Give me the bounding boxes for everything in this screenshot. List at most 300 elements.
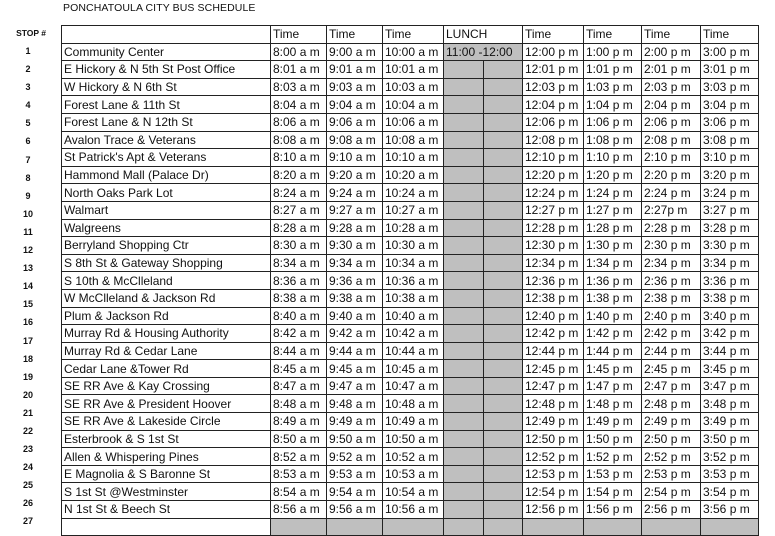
time-cell: 1:44 p m (584, 342, 642, 360)
time-cell: 9:42 a m (327, 325, 383, 343)
time-cell: 3:48 p m (701, 395, 759, 413)
header-time: Time (383, 26, 444, 44)
lunch-blank-cell (484, 166, 523, 184)
time-cell: 3:01 p m (701, 61, 759, 79)
time-cell: 12:52 p m (523, 448, 584, 466)
time-cell: 2:54 p m (642, 483, 701, 501)
lunch-blank-cell (444, 131, 484, 149)
stop-number: 17 (22, 335, 33, 346)
time-cell: 3:49 p m (701, 413, 759, 431)
lunch-blank-cell (444, 166, 484, 184)
time-cell: 3:36 p m (701, 272, 759, 290)
time-cell: 1:00 p m (584, 43, 642, 61)
time-cell: 12:04 p m (523, 96, 584, 114)
time-cell: 12:08 p m (523, 131, 584, 149)
time-cell: 2:36 p m (642, 272, 701, 290)
time-cell: 10:40 a m (383, 307, 444, 325)
lunch-blank-cell (484, 448, 523, 466)
stop-name: Avalon Trace & Veterans (62, 131, 271, 149)
time-cell: 9:53 a m (327, 465, 383, 483)
stop-number: 5 (25, 118, 31, 129)
time-cell: 1:53 p m (584, 465, 642, 483)
stop-number: 7 (25, 154, 31, 165)
lunch-blank-cell (484, 219, 523, 237)
table-row (62, 113, 759, 131)
lunch-blank-cell (444, 501, 484, 519)
lunch-blank-cell (484, 61, 523, 79)
table-row (62, 254, 759, 272)
time-cell: 2:53 p m (642, 465, 701, 483)
time-cell: 1:38 p m (584, 289, 642, 307)
time-cell: 3:44 p m (701, 342, 759, 360)
stop-name: Berryland Shopping Ctr (62, 237, 271, 255)
stop-number-column (0, 25, 56, 531)
lunch-blank-cell (444, 96, 484, 114)
time-cell: 3:52 p m (701, 448, 759, 466)
time-cell: 10:48 a m (383, 395, 444, 413)
time-cell: 10:20 a m (383, 166, 444, 184)
lunch-blank-cell (484, 483, 523, 501)
time-cell: 1:08 p m (584, 131, 642, 149)
stop-name: S 8th St & Gateway Shopping (62, 254, 271, 272)
header-time: Time (584, 26, 642, 44)
empty-gray-cell (642, 518, 701, 536)
table-row (62, 501, 759, 519)
time-cell: 10:03 a m (383, 78, 444, 96)
time-cell: 8:56 a m (271, 501, 327, 519)
time-cell: 10:30 a m (383, 237, 444, 255)
empty-gray-cell (701, 518, 759, 536)
time-cell: 8:53 a m (271, 465, 327, 483)
table-row (62, 272, 759, 290)
empty-gray-cell (383, 518, 444, 536)
time-cell: 1:30 p m (584, 237, 642, 255)
time-cell: 12:06 p m (523, 113, 584, 131)
time-cell: 12:38 p m (523, 289, 584, 307)
time-cell: 2:50 p m (642, 430, 701, 448)
stop-name: Cedar Lane &Tower Rd (62, 360, 271, 378)
time-cell: 3:42 p m (701, 325, 759, 343)
empty-gray-cell (271, 518, 327, 536)
time-cell: 12:30 p m (523, 237, 584, 255)
time-cell: 10:10 a m (383, 149, 444, 167)
lunch-blank-cell (444, 430, 484, 448)
time-cell: 9:45 a m (327, 360, 383, 378)
lunch-blank-cell (444, 342, 484, 360)
time-cell: 2:20 p m (642, 166, 701, 184)
lunch-blank-cell (444, 272, 484, 290)
stop-number: 23 (22, 444, 33, 455)
lunch-blank-cell (484, 377, 523, 395)
time-cell: 12:00 p m (523, 43, 584, 61)
schedule-body (62, 43, 759, 536)
time-cell: 12:27 p m (523, 201, 584, 219)
time-cell: 8:08 a m (271, 131, 327, 149)
stop-number: 10 (22, 208, 33, 219)
stop-name: SE RR Ave & Kay Crossing (62, 377, 271, 395)
time-cell: 8:01 a m (271, 61, 327, 79)
time-cell: 2:48 p m (642, 395, 701, 413)
time-cell: 10:24 a m (383, 184, 444, 202)
empty-row (62, 518, 759, 536)
time-cell: 9:20 a m (327, 166, 383, 184)
time-cell: 8:04 a m (271, 96, 327, 114)
time-cell: 12:42 p m (523, 325, 584, 343)
lunch-time: 11:00 -12:00 (444, 43, 523, 61)
stop-name: W Hickory & N 6th St (62, 78, 271, 96)
stop-name: E Hickory & N 5th St Post Office (62, 61, 271, 79)
time-cell: 2:42 p m (642, 325, 701, 343)
time-cell: 2:49 p m (642, 413, 701, 431)
stop-name: Walmart (62, 201, 271, 219)
stop-name: St Patrick's Apt & Veterans (62, 149, 271, 167)
stop-name: Allen & Whispering Pines (62, 448, 271, 466)
time-cell: 8:45 a m (271, 360, 327, 378)
table-row (62, 483, 759, 501)
stop-number: 1 (25, 46, 31, 56)
time-cell: 9:54 a m (327, 483, 383, 501)
time-cell: 1:28 p m (584, 219, 642, 237)
lunch-blank-cell (444, 465, 484, 483)
lunch-blank-cell (484, 342, 523, 360)
time-cell: 1:20 p m (584, 166, 642, 184)
lunch-blank-cell (484, 360, 523, 378)
stop-number: 16 (22, 317, 33, 328)
time-cell: 3:10 p m (701, 149, 759, 167)
lunch-blank-cell (484, 96, 523, 114)
time-cell: 12:45 p m (523, 360, 584, 378)
stop-number: 15 (22, 299, 33, 310)
lunch-blank-cell (484, 325, 523, 343)
time-cell: 1:40 p m (584, 307, 642, 325)
time-cell: 9:48 a m (327, 395, 383, 413)
stop-number: 3 (25, 82, 31, 93)
time-cell: 3:54 p m (701, 483, 759, 501)
time-cell: 10:34 a m (383, 254, 444, 272)
lunch-blank-cell (444, 149, 484, 167)
empty-gray-cell (484, 518, 523, 536)
lunch-blank-cell (444, 254, 484, 272)
time-cell: 9:36 a m (327, 272, 383, 290)
time-cell: 3:03 p m (701, 78, 759, 96)
table-row (62, 430, 759, 448)
time-cell: 2:04 p m (642, 96, 701, 114)
stop-number: 11 (23, 226, 33, 237)
empty-gray-cell (523, 518, 584, 536)
time-cell: 9:01 a m (327, 61, 383, 79)
header-time: Time (642, 26, 701, 44)
time-cell: 9:00 a m (327, 43, 383, 61)
time-cell: 10:38 a m (383, 289, 444, 307)
stop-number: 14 (22, 281, 33, 292)
empty-gray-cell (584, 518, 642, 536)
table-row (62, 465, 759, 483)
lunch-blank-cell (444, 325, 484, 343)
lunch-blank-cell (444, 78, 484, 96)
time-cell: 12:34 p m (523, 254, 584, 272)
time-cell: 9:04 a m (327, 96, 383, 114)
lunch-blank-cell (484, 201, 523, 219)
stop-name: Hammond Mall (Palace Dr) (62, 166, 271, 184)
time-cell: 12:48 p m (523, 395, 584, 413)
stop-number: 19 (22, 371, 33, 382)
header-lunch: LUNCH (444, 26, 523, 44)
time-cell: 2:24 p m (642, 184, 701, 202)
time-cell: 3:30 p m (701, 237, 759, 255)
lunch-blank-cell (444, 307, 484, 325)
time-cell: 2:00 p m (642, 43, 701, 61)
stop-name: N 1st St & Beech St (62, 501, 271, 519)
time-cell: 1:45 p m (584, 360, 642, 378)
time-cell: 8:34 a m (271, 254, 327, 272)
stop-number: 12 (22, 245, 33, 256)
stop-name: E Magnolia & S Baronne St (62, 465, 271, 483)
header-time: Time (271, 26, 327, 44)
header-time: Time (327, 26, 383, 44)
stop-number: 2 (25, 64, 31, 75)
lunch-blank-cell (444, 413, 484, 431)
time-cell: 12:10 p m (523, 149, 584, 167)
stop-name: SE RR Ave & President Hoover (62, 395, 271, 413)
header-row (62, 26, 759, 44)
time-cell: 3:27 p m (701, 201, 759, 219)
time-cell: 9:08 a m (327, 131, 383, 149)
time-cell: 3:28 p m (701, 219, 759, 237)
lunch-blank-cell (444, 377, 484, 395)
table-row (62, 131, 759, 149)
lunch-blank-cell (444, 448, 484, 466)
time-cell: 3:24 p m (701, 184, 759, 202)
time-cell: 9:47 a m (327, 377, 383, 395)
table-row (62, 342, 759, 360)
time-cell: 12:50 p m (523, 430, 584, 448)
time-cell: 3:40 p m (701, 307, 759, 325)
lunch-blank-cell (484, 254, 523, 272)
time-cell: 2:56 p m (642, 501, 701, 519)
table-row (62, 289, 759, 307)
time-cell: 10:49 a m (383, 413, 444, 431)
time-cell: 8:50 a m (271, 430, 327, 448)
table-row (62, 61, 759, 79)
stop-name: North Oaks Park Lot (62, 184, 271, 202)
lunch-blank-cell (444, 360, 484, 378)
stop-name: Murray Rd & Housing Authority (62, 325, 271, 343)
time-cell: 9:10 a m (327, 149, 383, 167)
lunch-blank-cell (444, 483, 484, 501)
time-cell: 8:54 a m (271, 483, 327, 501)
time-cell: 12:54 p m (523, 483, 584, 501)
time-cell: 1:06 p m (584, 113, 642, 131)
lunch-blank-cell (444, 237, 484, 255)
time-cell: 12:24 p m (523, 184, 584, 202)
stop-name: Community Center (62, 43, 271, 61)
time-cell: 8:48 a m (271, 395, 327, 413)
time-cell: 10:44 a m (383, 342, 444, 360)
time-cell: 9:38 a m (327, 289, 383, 307)
time-cell: 8:10 a m (271, 149, 327, 167)
time-cell: 1:34 p m (584, 254, 642, 272)
header-stop-name (62, 26, 271, 44)
time-cell: 10:06 a m (383, 113, 444, 131)
lunch-blank-cell (484, 113, 523, 131)
time-cell: 8:44 a m (271, 342, 327, 360)
time-cell: 10:52 a m (383, 448, 444, 466)
time-cell: 2:01 p m (642, 61, 701, 79)
table-row (62, 395, 759, 413)
time-cell: 3:47 p m (701, 377, 759, 395)
stop-number: 22 (22, 425, 33, 436)
time-cell: 10:04 a m (383, 96, 444, 114)
time-cell: 3:50 p m (701, 430, 759, 448)
time-cell: 2:47 p m (642, 377, 701, 395)
time-cell: 12:40 p m (523, 307, 584, 325)
time-cell: 3:06 p m (701, 113, 759, 131)
time-cell: 9:40 a m (327, 307, 383, 325)
time-cell: 3:45 p m (701, 360, 759, 378)
time-cell: 1:47 p m (584, 377, 642, 395)
stop-number: 6 (25, 136, 31, 147)
time-cell: 12:53 p m (523, 465, 584, 483)
stop-name: Forest Lane & N 12th St (62, 113, 271, 131)
time-cell: 8:49 a m (271, 413, 327, 431)
time-cell: 1:36 p m (584, 272, 642, 290)
stop-name: SE RR Ave & Lakeside Circle (62, 413, 271, 431)
time-cell: 1:49 p m (584, 413, 642, 431)
table-row (62, 307, 759, 325)
lunch-blank-cell (484, 184, 523, 202)
stop-number: 25 (22, 480, 33, 491)
table-row (62, 166, 759, 184)
lunch-blank-cell (484, 237, 523, 255)
time-cell: 2:34 p m (642, 254, 701, 272)
time-cell: 3:04 p m (701, 96, 759, 114)
time-cell: 9:56 a m (327, 501, 383, 519)
time-cell: 2:03 p m (642, 78, 701, 96)
lunch-blank-cell (444, 61, 484, 79)
time-cell: 12:56 p m (523, 501, 584, 519)
time-cell: 2:10 p m (642, 149, 701, 167)
table-row (62, 360, 759, 378)
time-cell: 1:24 p m (584, 184, 642, 202)
stop-name: S 1st St @Westminster (62, 483, 271, 501)
time-cell: 8:24 a m (271, 184, 327, 202)
time-cell: 12:03 p m (523, 78, 584, 96)
time-cell: 8:20 a m (271, 166, 327, 184)
lunch-blank-cell (484, 307, 523, 325)
stop-number: 24 (22, 462, 33, 473)
time-cell: 10:45 a m (383, 360, 444, 378)
time-cell: 10:53 a m (383, 465, 444, 483)
time-cell: 10:28 a m (383, 219, 444, 237)
time-cell: 1:10 p m (584, 149, 642, 167)
time-cell: 9:50 a m (327, 430, 383, 448)
time-cell: 10:54 a m (383, 483, 444, 501)
time-cell: 2:45 p m (642, 360, 701, 378)
lunch-blank-cell (484, 465, 523, 483)
time-cell: 2:30 p m (642, 237, 701, 255)
time-cell: 9:28 a m (327, 219, 383, 237)
time-cell: 2:08 p m (642, 131, 701, 149)
stop-name: Murray Rd & Cedar Lane (62, 342, 271, 360)
lunch-blank-cell (484, 501, 523, 519)
time-cell: 9:03 a m (327, 78, 383, 96)
table-row (62, 377, 759, 395)
time-cell: 9:44 a m (327, 342, 383, 360)
table-row (62, 201, 759, 219)
time-cell: 8:00 a m (271, 43, 327, 61)
time-cell: 1:54 p m (584, 483, 642, 501)
header-time: Time (701, 26, 759, 44)
stop-name: Walgreens (62, 219, 271, 237)
lunch-blank-cell (444, 289, 484, 307)
time-cell: 12:49 p m (523, 413, 584, 431)
stop-name: W McClleland & Jackson Rd (62, 289, 271, 307)
table-row (62, 219, 759, 237)
stop-name: Plum & Jackson Rd (62, 307, 271, 325)
time-cell: 3:38 p m (701, 289, 759, 307)
time-cell: 1:50 p m (584, 430, 642, 448)
time-cell: 9:24 a m (327, 184, 383, 202)
time-cell: 3:08 p m (701, 131, 759, 149)
header-time: Time (523, 26, 584, 44)
time-cell: 10:36 a m (383, 272, 444, 290)
time-cell: 12:44 p m (523, 342, 584, 360)
time-cell: 10:50 a m (383, 430, 444, 448)
time-cell: 12:28 p m (523, 219, 584, 237)
table-row (62, 448, 759, 466)
time-cell: 3:53 p m (701, 465, 759, 483)
empty-gray-cell (327, 518, 383, 536)
time-cell: 8:27 a m (271, 201, 327, 219)
time-cell: 2:06 p m (642, 113, 701, 131)
empty-gray-cell (444, 518, 484, 536)
time-cell: 2:28 p m (642, 219, 701, 237)
time-cell: 10:27 a m (383, 201, 444, 219)
time-cell: 10:08 a m (383, 131, 444, 149)
time-cell: 8:40 a m (271, 307, 327, 325)
stop-number: 13 (22, 263, 33, 274)
stop-number: 4 (25, 100, 31, 111)
stop-number: 27 (22, 516, 33, 527)
schedule-table (61, 25, 759, 536)
time-cell: 1:42 p m (584, 325, 642, 343)
lunch-blank-cell (484, 413, 523, 431)
time-cell: 10:00 a m (383, 43, 444, 61)
table-row (62, 96, 759, 114)
lunch-blank-cell (444, 395, 484, 413)
time-cell: 2:52 p m (642, 448, 701, 466)
time-cell: 3:20 p m (701, 166, 759, 184)
lunch-blank-cell (484, 149, 523, 167)
lunch-blank-cell (484, 395, 523, 413)
time-cell: 9:06 a m (327, 113, 383, 131)
stop-name: Forest Lane & 11th St (62, 96, 271, 114)
stop-name: Esterbrook & S 1st St (62, 430, 271, 448)
page-title: PONCHATOULA CITY BUS SCHEDULE (63, 2, 256, 14)
time-cell: 2:38 p m (642, 289, 701, 307)
table-row (62, 149, 759, 167)
time-cell: 1:01 p m (584, 61, 642, 79)
time-cell: 8:42 a m (271, 325, 327, 343)
stop-number: 9 (25, 190, 31, 201)
time-cell: 10:42 a m (383, 325, 444, 343)
time-cell: 9:30 a m (327, 237, 383, 255)
time-cell: 1:04 p m (584, 96, 642, 114)
time-cell: 10:56 a m (383, 501, 444, 519)
time-cell: 2:27p m (642, 201, 701, 219)
time-cell: 12:36 p m (523, 272, 584, 290)
lunch-blank-cell (444, 184, 484, 202)
